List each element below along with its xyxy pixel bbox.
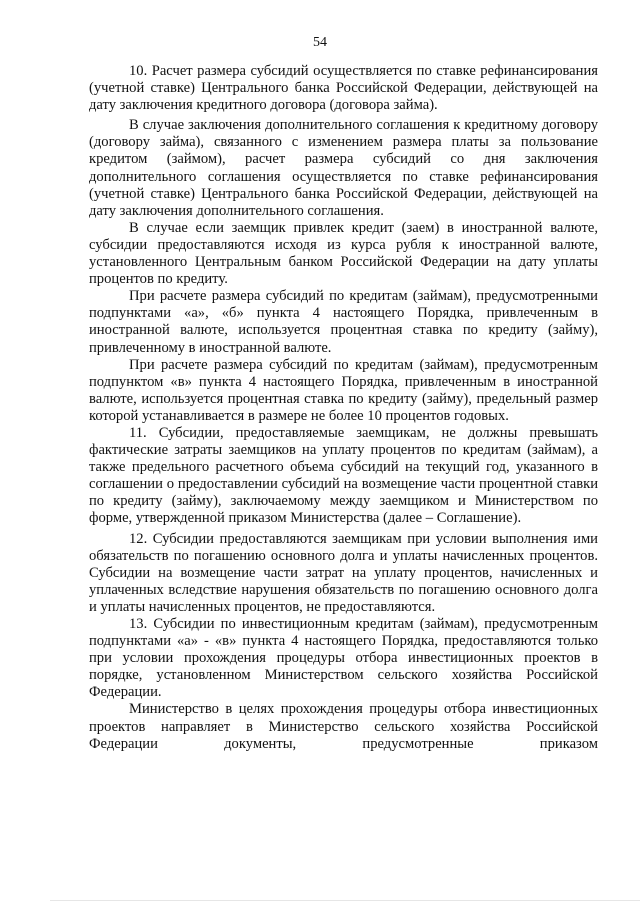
- paragraph-13: 13. Субсидии по инвестиционным кредитам (займам), предусмотренным подпунктами «а» - «в» пункта 4 настоящего Порядка, предоставляются только при условии прохождения процедуры отбора инвестиционных проектов в порядке, установленном Министерством сельского хозяйства Российской Федерации.: [89, 616, 598, 701]
- paragraph-foreign-currency: В случае если заемщик привлек кредит (заем) в иностранной валюте, субсидии предоставляются исходя из курса рубля к иностранной валюте, установленного Центральным банком Российской Федерации на дату уплаты процентов по кредиту.: [89, 219, 598, 288]
- paragraph-calc-v: При расчете размера субсидий по кредитам (займам), предусмотренным подпунктом «в» пункта 4 настоящего Порядка, привлеченным в иностранной валюте, используется процентная ставка по кредиту (займу), предельный размер которой устанавливается в размере не более 10 процентов годовых.: [89, 356, 598, 424]
- bottom-scan-edge: [50, 900, 640, 901]
- paragraph-additional-agreement: В случае заключения дополнительного соглашения к кредитному договору (договору займа), связанного с изменением размера платы за пользование кредитом (займом), расчет размера субсидий со дня заключения дополнительного соглашения осуществляется по ставке рефинансирования (учетной ставке) Центрального банка Российской Федерации, действующей на дату заключения дополнительного соглашения.: [89, 117, 598, 219]
- paragraph-ministry-selection: Министерство в целях прохождения процедуры отбора инвестиционных проектов направляет в Министерство сельского хозяйства Российской Федерации документы, предусмотренные приказом: [89, 701, 598, 752]
- paragraph-11: 11. Субсидии, предоставляемые заемщикам, не должны превышать фактические затраты заемщиков на уплату процентов по кредитам (займам), а также предельного расчетного объема субсидий на текущий год, указанного в соглашении о предоставлении субсидий на возмещение части процентной ставки по кредиту (займу), заключаемому между заемщиком и Министерством по форме, утвержденной приказом Министерства (далее – Соглашение).: [89, 424, 598, 527]
- paragraph-calc-ab: При расчете размера субсидий по кредитам (займам), предусмотренными подпунктами «а», «б» пункта 4 настоящего Порядка, привлеченным в иностранной валюте, используется процентная ставка по кредиту (займу), привлеченному в иностранной валюте.: [89, 288, 598, 356]
- document-body: [89, 63, 598, 753]
- paragraph-12: 12. Субсидии предоставляются заемщикам при условии выполнения ими обязательств по погашению основного долга и уплаты начисленных процентов. Субсидии на возмещение части затрат на уплату процентов, начисленных и уплаченных вследствие нарушения обязательств по погашению основного долга и уплаты начисленных процентов, не предоставляются.: [89, 530, 598, 615]
- page-number: 54: [313, 35, 327, 50]
- paragraph-10: 10. Расчет размера субсидий осуществляется по ставке рефинансирования (учетной ставке) Центрального банка Российской Федерации, действующей на дату заключения кредитного договора (договора займа).: [89, 63, 598, 114]
